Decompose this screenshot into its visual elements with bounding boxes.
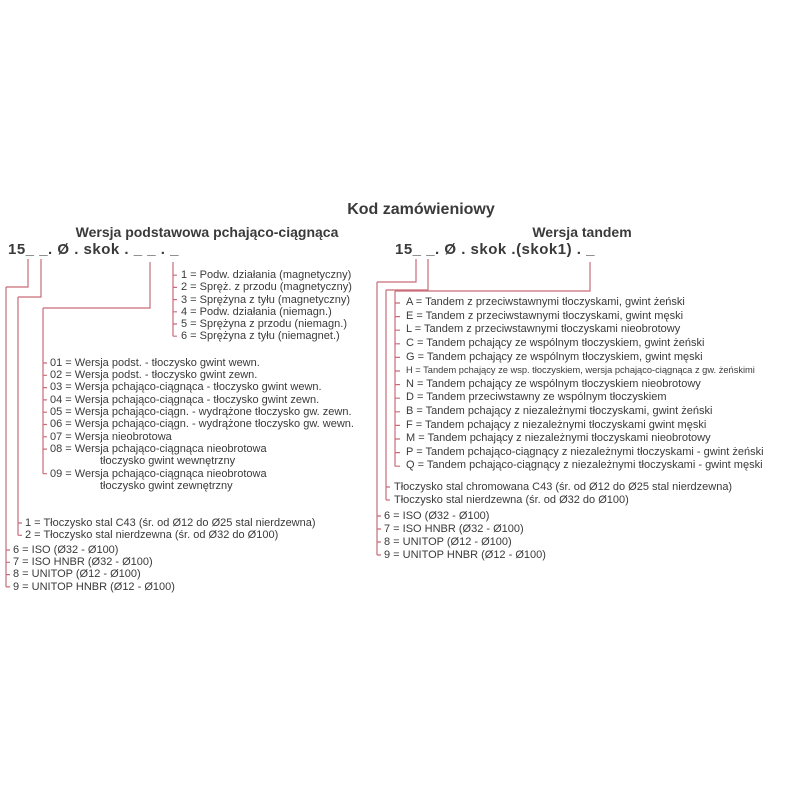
- list-item: 1 = Tłoczysko stal C43 (śr. od Ø12 do Ø25 stal nierdzewna): [25, 516, 316, 529]
- list-item-continuation: tłoczysko gwint zewnętrzny: [100, 479, 233, 492]
- right-section-title: Wersja tandem: [532, 224, 632, 240]
- right-order-code: 15_ _. Ø . skok .(skok1) . _: [395, 241, 595, 258]
- list-item: Q = Tandem pchająco-ciągnący z niezależnymi tłoczyskami - gwint męski: [406, 459, 763, 472]
- page-title: Kod zamówieniowy: [347, 201, 495, 218]
- left-order-code: 15_ _. Ø . skok . _ _ . _: [8, 241, 179, 258]
- list-item: Tłoczysko stal nierdzewna (śr. od Ø32 do Ø100): [394, 493, 629, 506]
- list-item: 6 = ISO (Ø32 - Ø100): [384, 509, 490, 522]
- list-item: N = Tandem pchający ze wspólnym tłoczyskiem nieobrotowy: [406, 377, 701, 390]
- list-item: 03 = Wersja pchająco-ciągnąca - tłoczysko gwint wewn.: [50, 381, 322, 394]
- list-item: 2 = Tłoczysko stal nierdzewna (śr. od Ø32 do Ø100): [25, 529, 279, 542]
- list-item: 6 = Sprężyna z tyłu (niemagnet.): [181, 330, 340, 343]
- list-item: 2 = Spręż. z przodu (magnetyczny): [181, 281, 352, 294]
- list-item: 9 = UNITOP HNBR (Ø12 - Ø100): [384, 548, 546, 561]
- list-item: 7 = ISO HNBR (Ø32 - Ø100): [13, 556, 153, 569]
- list-item: Tłoczysko stal chromowana C43 (śr. od Ø12 do Ø25 stal nierdzewna): [394, 480, 733, 493]
- list-item: P = Tandem pchająco-ciągnący z niezależnymi tłoczyskami - gwint żeński: [406, 445, 764, 458]
- list-item: 04 = Wersja pchająco-ciągnąca - tłoczysko gwint zewn.: [50, 393, 320, 406]
- list-item: F = Tandem pchający z niezależnymi tłoczyskami gwint męski: [406, 418, 707, 431]
- list-item: 4 = Podw. działania (niemagn.): [181, 305, 332, 318]
- list-item: 8 = UNITOP (Ø12 - Ø100): [384, 535, 512, 548]
- list-item: 01 = Wersja podst. - tłoczysko gwint wewn.: [50, 356, 260, 369]
- stem-left-rod: [18, 259, 41, 297]
- list-item: L = Tandem z przeciwstawnymi tłoczyskami nieobrotowy: [406, 323, 681, 336]
- list-item: 7 = ISO HNBR (Ø32 - Ø100): [384, 522, 524, 535]
- left-section-title: Wersja podstawowa pchająco-ciągnąca: [75, 224, 339, 240]
- stem-right-tandem: [395, 262, 590, 291]
- list-item: 07 = Wersja nieobrotowa: [50, 430, 172, 443]
- list-item: 9 = UNITOP HNBR (Ø12 - Ø100): [13, 580, 175, 593]
- list-item: G = Tandem pchający ze wspólnym tłoczyskiem, gwint męski: [406, 350, 703, 363]
- list-item: A = Tandem z przeciwstawnymi tłoczyskami, gwint żeński: [406, 296, 685, 309]
- list-item: 08 = Wersja pchająco-ciągnąca nieobrotowa: [50, 442, 267, 455]
- list-item: D = Tandem przeciwstawny ze wspólnym tłoczyskiem: [406, 391, 667, 404]
- list-item: 8 = UNITOP (Ø12 - Ø100): [13, 568, 141, 581]
- stem-left-series: [6, 259, 28, 287]
- list-item: 3 = Sprężyna z tyłu (magnetyczny): [181, 293, 351, 306]
- list-item: 1 = Podw. działania (magnetyczny): [181, 269, 352, 282]
- list-item-continuation: tłoczysko gwint wewnętrzny: [100, 455, 236, 468]
- list-item: 6 = ISO (Ø32 - Ø100): [13, 543, 119, 556]
- stem-right-rod: [386, 259, 428, 290]
- list-item: H = Tandem pchający ze wsp. tłoczyskiem, wersja pchająco-ciągnąca z gw. żeńskimi: [406, 365, 755, 376]
- stem-right-series: [377, 259, 416, 282]
- list-item: E = Tandem z przeciwstawnymi tłoczyskami, gwint męski: [406, 309, 684, 322]
- list-item: 02 = Wersja podst. - tłoczysko gwint zewn.: [50, 369, 258, 382]
- list-item: 05 = Wersja pchająco-ciągn. - wydrążone tłoczysko gw. zewn.: [50, 406, 352, 419]
- list-item: 09 = Wersja pchająco-ciągnąca nieobrotowa: [50, 467, 267, 480]
- list-item: 5 = Sprężyna z przodu (niemagn.): [181, 317, 348, 330]
- list-item: C = Tandem pchający ze wspólnym tłoczyskiem, gwint żeński: [406, 337, 705, 349]
- list-item: B = Tandem pchający z niezależnymi tłoczyskami, gwint żeński: [406, 405, 713, 417]
- stem-left-version: [43, 262, 150, 308]
- list-item: M = Tandem pchający z niezależnymi tłoczyskami nieobrotowy: [406, 432, 711, 445]
- list-item: 06 = Wersja pchająco-ciągn. - wydrążone tłoczysko gw. wewn.: [50, 418, 354, 431]
